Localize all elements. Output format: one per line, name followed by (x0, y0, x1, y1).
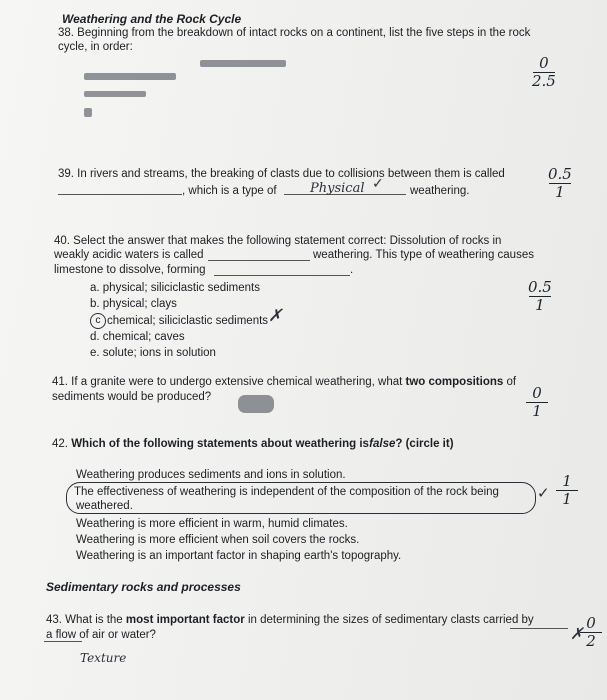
q40-line2-a: weakly acidic waters is called (54, 249, 204, 261)
q42-option-5: Weathering is an important factor in shaping earth's topography. (76, 550, 402, 562)
q40-option-d: d. chemical; caves (90, 331, 185, 343)
scribble-mark (84, 108, 92, 117)
q40-line1: 40. Select the answer that makes the following statement correct: Dissolution of rocks in (54, 235, 502, 247)
underline-mark (510, 628, 568, 629)
q38-line2: cycle, in order: (58, 41, 133, 53)
q40-option-a: a. physical; siliciclastic sediments (90, 282, 261, 294)
q40-option-c: chemical; siliciclastic sediments (107, 315, 269, 327)
q43-score (580, 616, 602, 649)
q42-line1-b: Which of the following statements about weathering is (71, 438, 369, 450)
section-title-sedimentary: Sedimentary rocks and processes (46, 580, 241, 594)
score-numerator: 1 (562, 472, 572, 490)
section-title-weathering: Weathering and the Rock Cycle (62, 12, 242, 26)
q40-option-b: b. physical; clays (90, 298, 177, 310)
q42-line1-a: 42. (52, 438, 68, 450)
scribble-mark (84, 91, 146, 97)
q40-option-e: e. solute; ions in solution (90, 347, 216, 359)
score-denominator: 1 (535, 296, 545, 314)
q40-line3: limestone to dissolve, forming (54, 264, 206, 276)
score-numerator: 0.5 (528, 278, 552, 296)
q41-line1-a: 41. If a granite were to undergo extensive chemical weathering, what (52, 376, 403, 388)
answer-blank (214, 275, 350, 276)
q42-score (556, 474, 578, 507)
q42-line1-d: ? (circle it) (395, 438, 454, 450)
score-denominator: 1 (562, 490, 572, 508)
check-mark-icon: ✓ (372, 176, 384, 192)
q42-option-2: The effectiveness of weathering is independent of the composition of the rock being (74, 486, 499, 498)
score-denominator: 1 (555, 183, 565, 201)
score-numerator: 0 (532, 384, 542, 402)
q40-line2-b: weathering. This type of weathering causes (313, 249, 534, 261)
answer-blank (58, 194, 182, 195)
score-denominator: 2 (586, 632, 596, 650)
q42-option-4: Weathering is more efficient when soil covers the rocks. (76, 534, 360, 546)
q41-line1-b: two compositions (405, 376, 504, 388)
x-mark-icon: ✗ (570, 624, 584, 643)
q41-score (526, 386, 548, 419)
q39-line1: 39. In rivers and streams, the breaking of clasts due to collisions between them is called (58, 168, 505, 180)
q42-option-1: Weathering produces sediments and ions in solution. (76, 469, 346, 481)
q38-score (532, 56, 556, 89)
q39-line2-a: , which is a type of (182, 185, 277, 197)
x-mark-icon: ✗ (268, 306, 283, 326)
underline-mark (44, 641, 82, 642)
q43-line1 (46, 613, 534, 627)
q42-line1-c: false (369, 438, 396, 450)
q42-line1 (52, 437, 454, 451)
score-numerator: 0 (586, 614, 596, 632)
q42-option-3: Weathering is more efficient in warm, humid climates. (76, 518, 348, 530)
q41-line2: sediments would be produced? (52, 391, 212, 403)
scribble-mark (238, 395, 274, 413)
q40-score (528, 280, 552, 313)
score-numerator: 0.5 (548, 165, 572, 183)
scribble-mark (200, 60, 286, 67)
q38-line1: 38. Beginning from the breakdown of intact rocks on a continent, list the five steps in the rock (58, 27, 531, 39)
q42-option-2-cont: weathered. (76, 500, 133, 512)
q39-line2-b: weathering. (410, 185, 470, 197)
q43-line1-c: in determining the sizes of sedimentary clasts carried by (247, 614, 534, 626)
q43-line2: a flow of air or water? (46, 629, 156, 641)
q39-answer: Physical (310, 181, 365, 196)
score-denominator: 1 (532, 402, 542, 420)
check-mark-icon: ✓ (537, 484, 550, 502)
answer-blank (208, 260, 310, 261)
q41-line1 (52, 375, 516, 389)
q41-line1-c: of (506, 376, 517, 388)
q43-line1-b: most important factor (125, 614, 245, 626)
scribble-mark (84, 73, 176, 80)
q40-circled-option-letter: c (90, 313, 106, 329)
score-numerator: 0 (539, 54, 549, 72)
score-denominator: 2.5 (532, 72, 556, 90)
q43-line1-a: 43. What is the (46, 614, 123, 626)
q39-score (548, 167, 572, 200)
q43-answer: Texture (80, 651, 127, 665)
q40-line3-end: . (350, 264, 354, 276)
